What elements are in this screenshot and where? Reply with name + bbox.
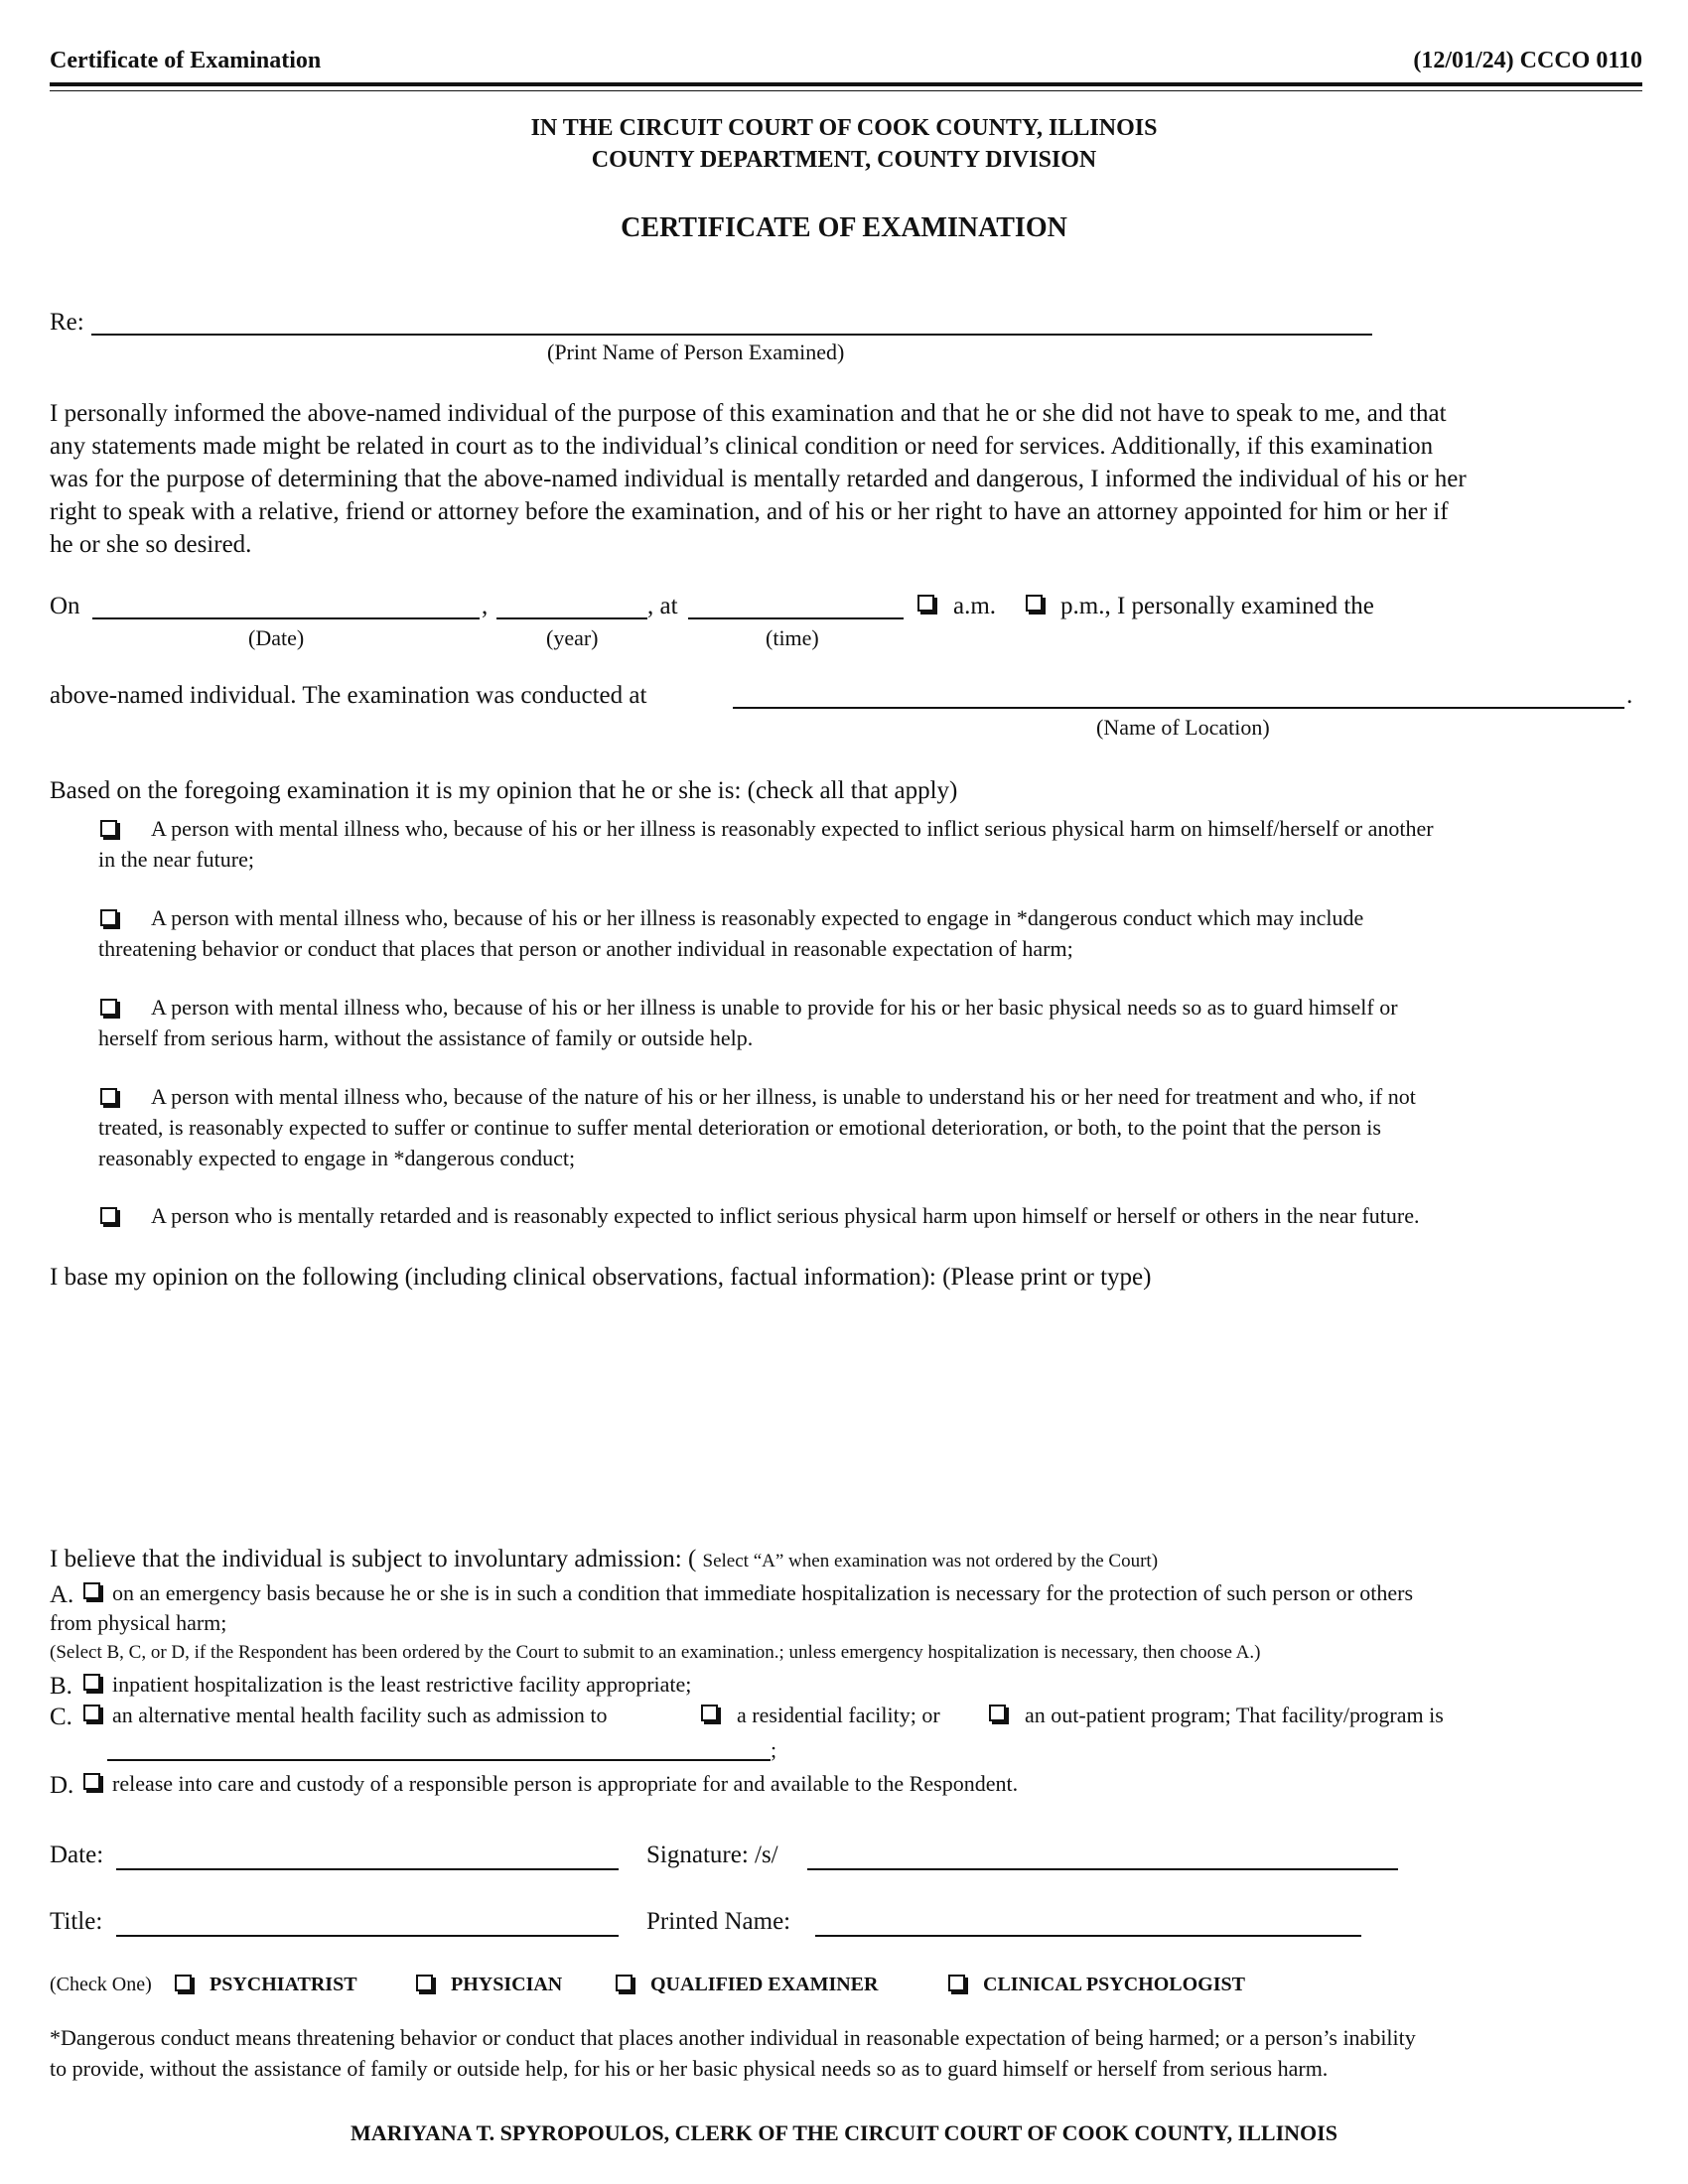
intro-line-5: he or she so desired. <box>50 531 252 558</box>
court-line-2: COUNTY DEPARTMENT, COUNTY DIVISION <box>591 147 1097 173</box>
am-checkbox[interactable] <box>917 595 934 612</box>
location-caption: (Name of Location) <box>1096 715 1270 740</box>
exam-date-field[interactable] <box>92 617 480 619</box>
am-label: a.m. <box>953 593 997 619</box>
opinion-1-line-2: in the near future; <box>98 847 254 872</box>
location-field[interactable] <box>733 707 1624 709</box>
admission-a-text: on an emergency basis because he or she is in such a condition that immediate hospitalization is necessary for the protection of such person or others <box>112 1580 1414 1605</box>
re-label: Re: <box>50 309 84 336</box>
opinion-4-line-2: treated, is reasonably expected to suffer or continue to suffer mental deterioration or emotional deterioration, or both, to the point that the person is <box>98 1115 1381 1140</box>
admission-intro-text: I believe that the individual is subject to involuntary admission: ( <box>50 1546 697 1572</box>
footnote-line-1: *Dangerous conduct means threatening behavior or conduct that places another individual in reasonable expectation of being harmed; or a person’s inability <box>50 2025 1416 2050</box>
admission-b-label: B. <box>50 1673 72 1700</box>
intro-line-3: was for the purpose of determining that the above-named individual is mentally retarded and dangerous, I informed the individual of his or her <box>50 466 1467 492</box>
opinion-3-line-1: A person with mental illness who, because of his or her illness is unable to provide for his or her basic physical needs so as to guard himself or <box>151 995 1398 1020</box>
form-code: (12/01/24) CCCO 0110 <box>1413 48 1642 73</box>
opinion-2-line-2: threatening behavior or conduct that places that person or another individual in reasonable expectation of harm; <box>98 936 1073 961</box>
pm-checkbox[interactable] <box>1026 595 1043 612</box>
opinion-1-line-1: A person with mental illness who, because of his or her illness is reasonably expected to inflict serious physical harm on himself/herself or another <box>151 816 1434 841</box>
admission-b-text: inpatient hospitalization is the least restrictive facility appropriate; <box>112 1672 692 1697</box>
date-caption: (Date) <box>248 625 305 650</box>
exam-time-field[interactable] <box>688 617 904 619</box>
qualified-examiner-label: QUALIFIED EXAMINER <box>650 1974 879 1995</box>
printed-name-field[interactable] <box>815 1935 1361 1937</box>
admission-b-checkbox[interactable] <box>83 1674 100 1691</box>
facility-program-end: ; <box>771 1737 777 1762</box>
opinion-4-line-3: reasonably expected to engage in *dangerous conduct; <box>98 1146 576 1170</box>
opinion-3-line-2: herself from serious harm, without the assistance of family or outside help. <box>98 1025 754 1050</box>
location-text: above-named individual. The examination was conducted at <box>50 682 647 709</box>
on-label: On <box>50 593 80 619</box>
admission-intro <box>50 1546 1158 1573</box>
year-caption: (year) <box>546 625 599 650</box>
intro-line-2: any statements made might be related in court as to the individual’s clinical condition or need for services. Additionally, if this examination <box>50 433 1434 460</box>
opinion-intro: Based on the foregoing examination it is my opinion that he or she is: (check all that apply) <box>50 777 958 804</box>
document-title: CERTIFICATE OF EXAMINATION <box>621 212 1067 243</box>
admission-a-label: A. <box>50 1581 74 1608</box>
admission-c-checkbox[interactable] <box>83 1705 100 1721</box>
opinion-checkbox-2[interactable] <box>100 909 117 926</box>
date-label: Date: <box>50 1842 104 1868</box>
admission-d-text: release into care and custody of a responsible person is appropriate for and available to the Respondent. <box>112 1771 1019 1796</box>
opinion-checkbox-1[interactable] <box>100 820 117 837</box>
pm-label: p.m., I personally examined the <box>1060 593 1374 619</box>
outpatient-checkbox[interactable] <box>989 1705 1006 1721</box>
residential-label: a residential facility; or <box>737 1703 940 1727</box>
facility-program-field[interactable] <box>107 1759 771 1761</box>
check-one-label: (Check One) <box>50 1974 152 1995</box>
admission-c-text: an alternative mental health facility such as admission to <box>112 1703 608 1727</box>
qualified-examiner-checkbox[interactable] <box>616 1975 633 1991</box>
clinical-psychologist-label: CLINICAL PSYCHOLOGIST <box>983 1974 1245 1995</box>
admission-d-checkbox[interactable] <box>83 1773 100 1790</box>
court-line-1: IN THE CIRCUIT COURT OF COOK COUNTY, ILLINOIS <box>530 115 1158 141</box>
admission-d-label: D. <box>50 1772 74 1799</box>
at-label: , at <box>647 593 678 619</box>
exam-year-field[interactable] <box>496 617 647 619</box>
title-field[interactable] <box>116 1935 619 1937</box>
header-rule-thin <box>50 90 1642 91</box>
footnote-line-2: to provide, without the assistance of family or outside help, for his or her basic physical needs so as to guard himself or herself from serious harm. <box>50 2056 1329 2081</box>
time-caption: (time) <box>766 625 819 650</box>
re-caption: (Print Name of Person Examined) <box>547 340 845 364</box>
opinion-checkbox-5[interactable] <box>100 1207 117 1224</box>
physician-label: PHYSICIAN <box>451 1974 563 1995</box>
admission-select-note: (Select B, C, or D, if the Respondent has been ordered by the Court to submit to an examination.; unless emergency hospitalization is necessary, then choose A.) <box>50 1642 1261 1663</box>
date-comma: , <box>482 593 489 619</box>
signature-field[interactable] <box>807 1868 1398 1870</box>
opinion-checkbox-3[interactable] <box>100 999 117 1016</box>
opinion-2-line-1: A person with mental illness who, because of his or her illness is reasonably expected to engage in *dangerous conduct which may include <box>151 905 1364 930</box>
opinion-checkbox-4[interactable] <box>100 1088 117 1105</box>
opinion-4-line-1: A person with mental illness who, because of the nature of his or her illness, is unable to understand his or her need for treatment and who, if not <box>151 1084 1416 1109</box>
intro-line-4: right to speak with a relative, friend or attorney before the examination, and of his or her right to have an attorney appointed for him or her if <box>50 498 1449 525</box>
psychiatrist-label: PSYCHIATRIST <box>210 1974 357 1995</box>
admission-intro-note: Select “A” when examination was not ordered by the Court) <box>702 1551 1159 1571</box>
title-label: Title: <box>50 1908 103 1935</box>
admission-a-checkbox[interactable] <box>83 1582 100 1599</box>
header-rule-thick <box>50 82 1642 86</box>
re-name-field[interactable] <box>91 334 1372 336</box>
form-title: Certificate of Examination <box>50 48 322 73</box>
printed-name-label: Printed Name: <box>646 1908 791 1935</box>
residential-checkbox[interactable] <box>701 1705 718 1721</box>
intro-line-1: I personally informed the above-named individual of the purpose of this examination and that he or she did not have to speak to me, and that <box>50 400 1447 427</box>
signature-label: Signature: /s/ <box>646 1842 778 1868</box>
basis-text-area[interactable] <box>50 1300 1638 1529</box>
clerk-footer: MARIYANA T. SPYROPOULOS, CLERK OF THE CIRCUIT COURT OF COOK COUNTY, ILLINOIS <box>351 2120 1337 2145</box>
admission-c-label: C. <box>50 1704 72 1730</box>
outpatient-label: an out-patient program; That facility/program is <box>1025 1703 1444 1727</box>
location-period: . <box>1626 682 1633 709</box>
signature-date-field[interactable] <box>116 1868 619 1870</box>
basis-text: I base my opinion on the following (including clinical observations, factual information): (Please print or type) <box>50 1264 1152 1291</box>
opinion-5-line-1: A person who is mentally retarded and is reasonably expected to inflict serious physical harm upon himself or herself or others in the near future. <box>151 1203 1420 1228</box>
psychiatrist-checkbox[interactable] <box>175 1975 192 1991</box>
admission-a-text-2: from physical harm; <box>50 1610 227 1635</box>
clinical-psychologist-checkbox[interactable] <box>948 1975 965 1991</box>
physician-checkbox[interactable] <box>416 1975 433 1991</box>
